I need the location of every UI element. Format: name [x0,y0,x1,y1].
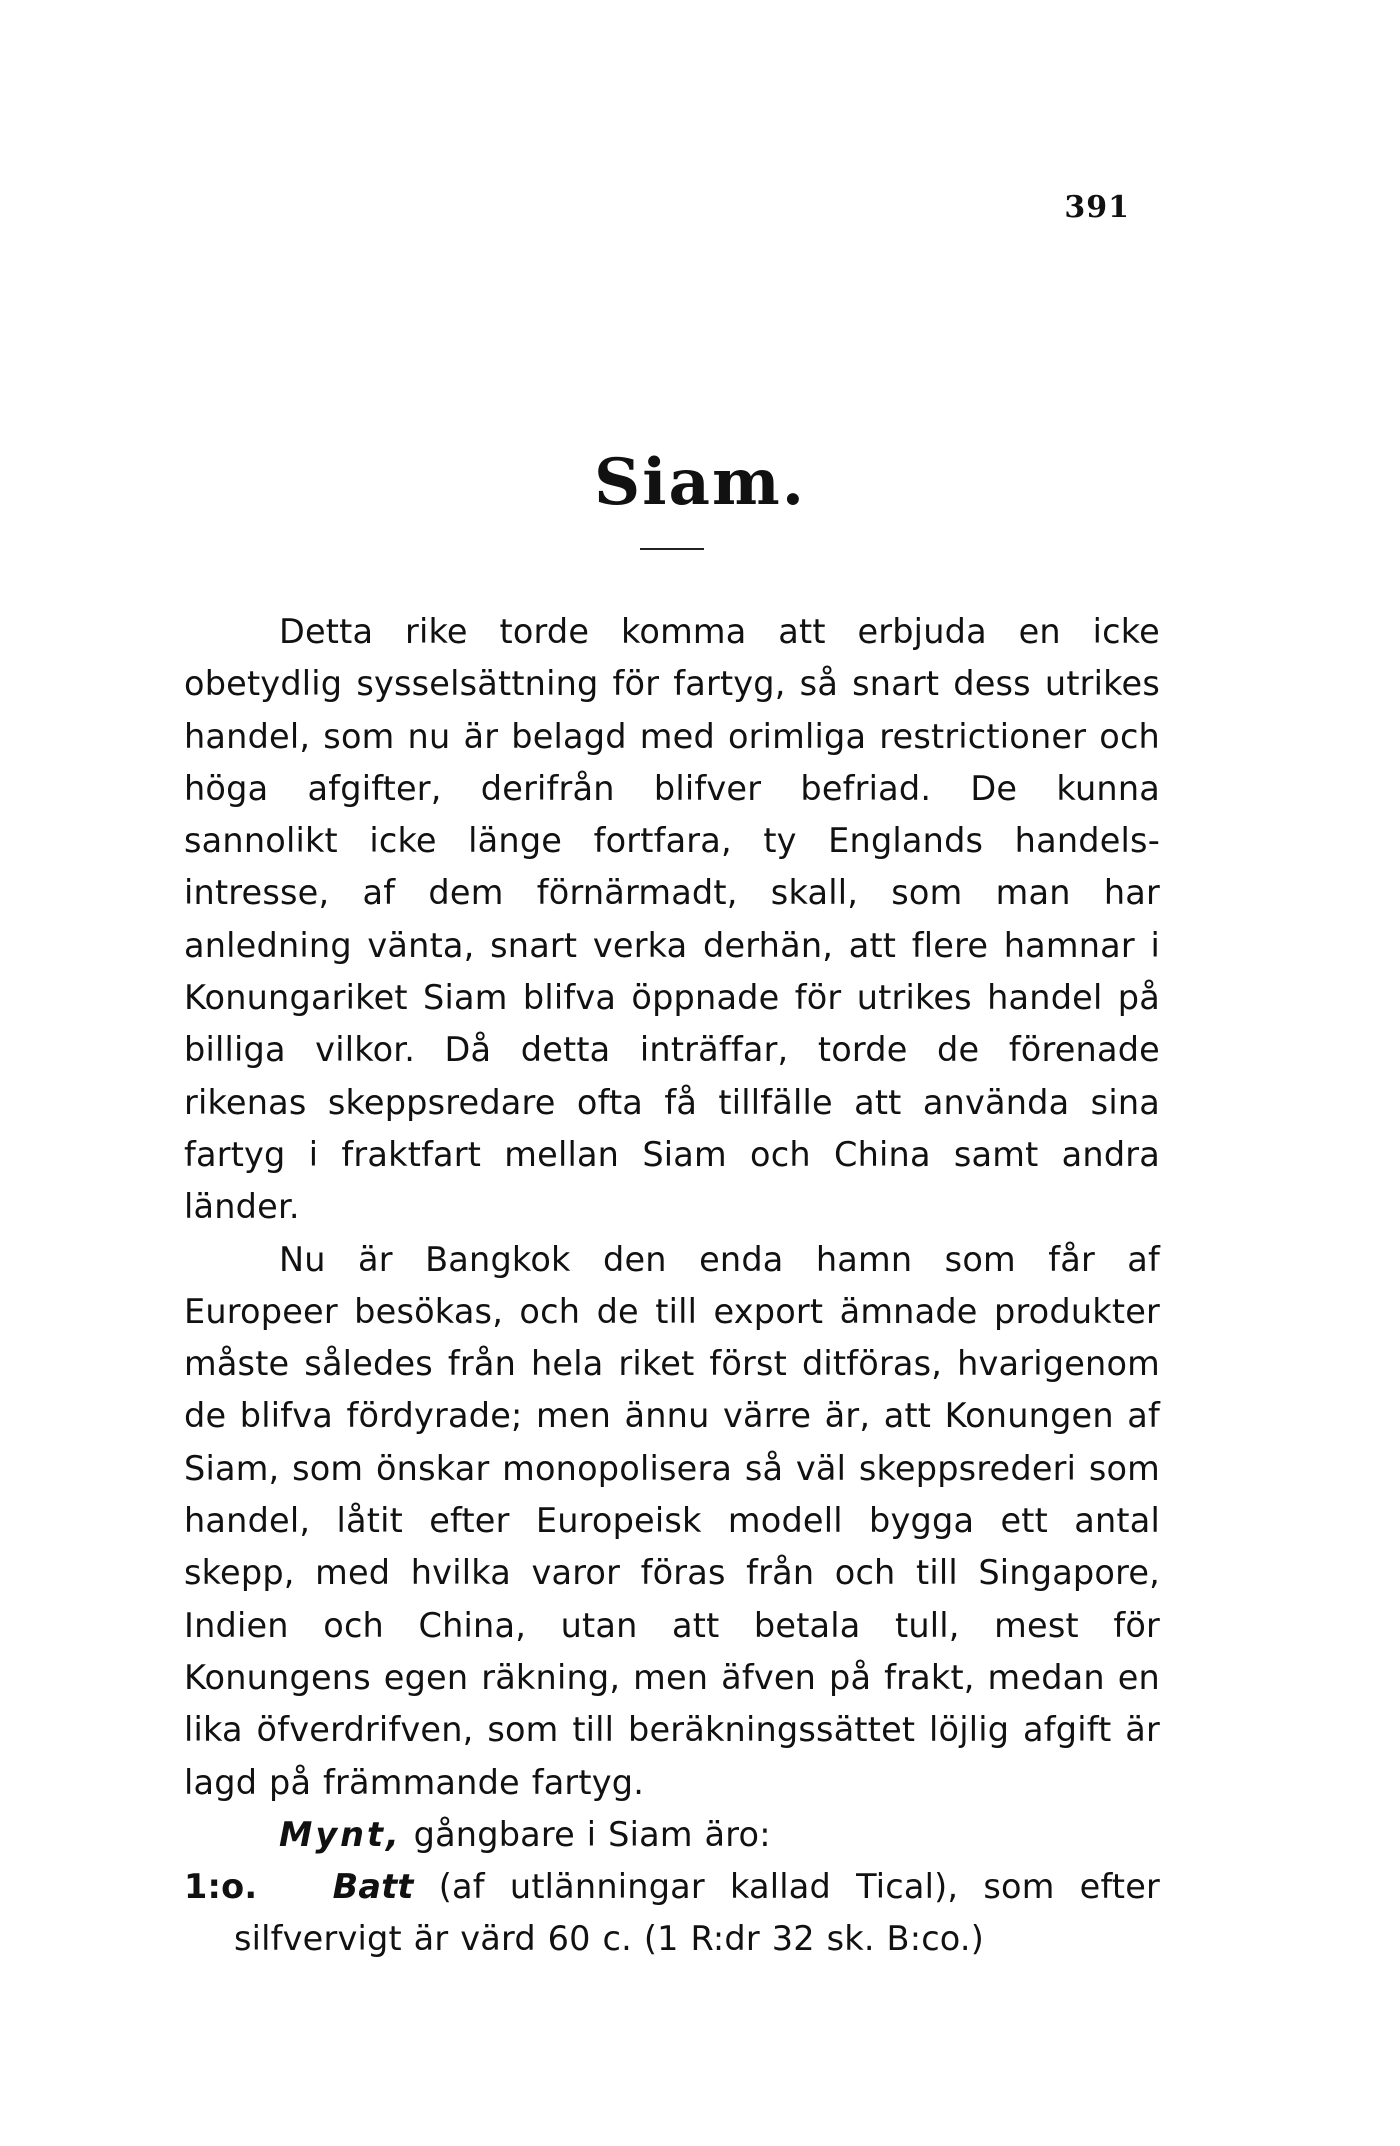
paragraph-1: Detta rike torde komma att erbjuda en icke obetydlig sysselsättning för fartyg, så snart dess utrikes handel, som nu är belagd med orimliga restrictioner och höga afgifter, derifrån blifver befriad. De kunna sannolikt icke länge fortfara, ty Englands handels-intresse, af dem förnärmadt, skall, som man har anledning vänta, snart verka derhän, att flere hamnar i Konungariket Siam blifva öppnade för utrikes handel på billiga vilkor. Då detta inträffar, torde de förenade rikenas skeppsredare ofta få tillfälle att använda sina fartyg i fraktfart mellan Siam och China samt andra länder. [184,612,1160,1227]
coin-number: 1:o. [184,1867,258,1907]
mynt-text: gångbare i Siam äro: [401,1814,771,1854]
coin-item [184,1861,1160,1966]
mynt-intro [184,1809,1160,1861]
coin-name: Batt [332,1867,414,1907]
title-divider [640,548,704,550]
paragraph-2: Nu är Bangkok den enda hamn som får af Europeer besökas, och de till export ämnade produkter måste således från hela riket först ditföras, hvarigenom de blifva fördyrade; men ännu värre är, att Konungen af Siam, som önskar monopolisera så väl skeppsrederi som handel, låtit efter Europeisk modell bygga ett antal skepp, med hvilka varor föras från och till Singapore, Indien och China, utan att betala tull, mest för Konungens egen räkning, men äfven på frakt, medan en lika öfverdrifven, som till beräkningssättet löjlig afgift är lagd på främmande fartyg. [184,1239,1160,1802]
mynt-term: Mynt, [279,1814,402,1854]
body-text [184,606,1160,1966]
coin-text: (af utlänningar kallad Tical), som efter silfvervigt är värd 60 c. (1 R:dr 32 sk. B:co.) [234,1867,1161,1959]
page-number: 391 [1064,190,1130,225]
page-title: Siam. [594,445,806,520]
